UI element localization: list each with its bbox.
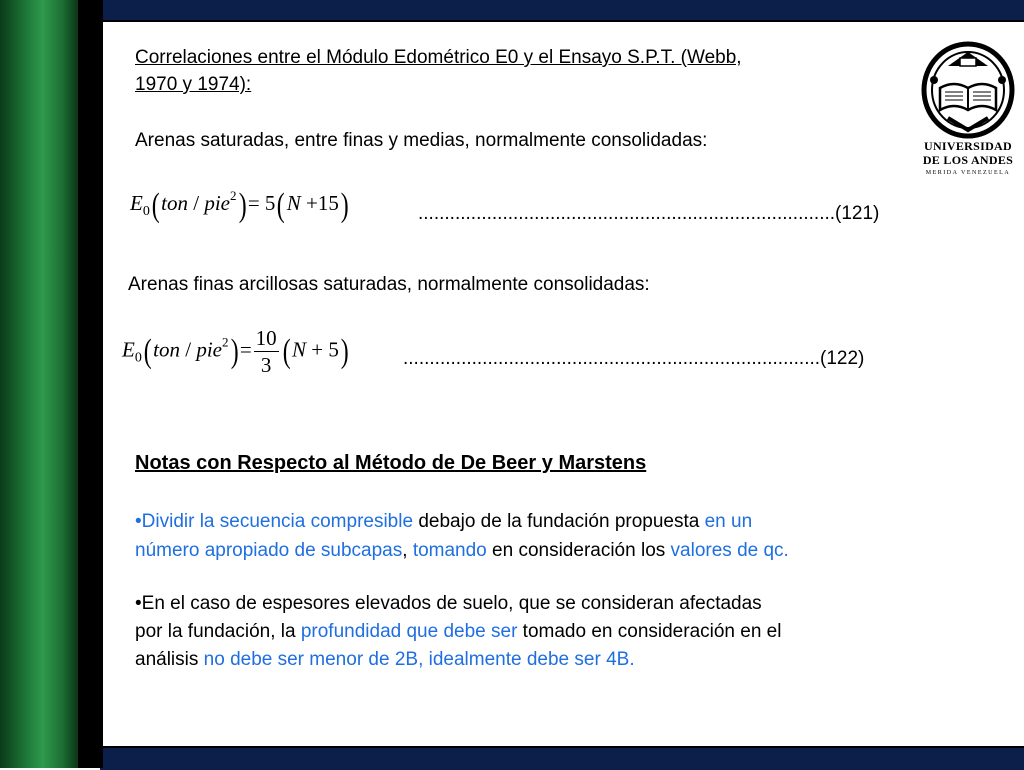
note1-line1: •Dividir la secuencia compresible debajo de la fundación propuesta en un: [135, 511, 753, 532]
equation-122-ref: ...............................................................................(122): [403, 348, 865, 369]
note2-line2: por la fundación, la profundidad que debe ser tomado en consideración en el: [135, 621, 782, 642]
note2-line1: •En el caso de espesores elevados de suelo, que se consideran afectadas: [135, 593, 762, 614]
note1-line2: número apropiado de subcapas, tomando en consideración los valores de qc.: [135, 540, 789, 561]
logo-text-line1: UNIVERSIDAD: [924, 139, 1012, 153]
equation-122: $E_0(ton / pie^2)=$ $\frac{10}{3}$ (N + 5): [122, 326, 349, 377]
notes-heading: Notas con Respecto al Método de De Beer y Marstens: [135, 452, 647, 474]
note2-line3: análisis no debe ser menor de 2B, idealmente debe ser 4B.: [135, 649, 635, 670]
logo-text-line3: MERIDA VENEZUELA: [925, 170, 1011, 176]
logo-text-line2: DE LOS ANDES: [922, 153, 1014, 167]
section2-label: Arenas finas arcillosas saturadas, normalmente consolidadas:: [128, 274, 650, 295]
slide-title-line2: 1970 y 1974):: [135, 74, 252, 95]
equation-121: $E_0(ton / pie^2)= 5(N +15)$: [130, 187, 349, 224]
slide-title-line1: Correlaciones entre el Módulo Edométrico E0 y el Ensayo S.P.T. (Webb,: [135, 47, 742, 68]
section1-label: Arenas saturadas, entre finas y medias, normalmente consolidadas:: [135, 130, 708, 151]
left-green-bar: [0, 0, 78, 768]
university-logo: [918, 40, 1018, 182]
bottom-band: [100, 746, 1024, 770]
left-border: [100, 0, 103, 768]
equation-121-ref: ...............................................................................(121): [418, 203, 880, 224]
top-band: [100, 0, 1024, 22]
